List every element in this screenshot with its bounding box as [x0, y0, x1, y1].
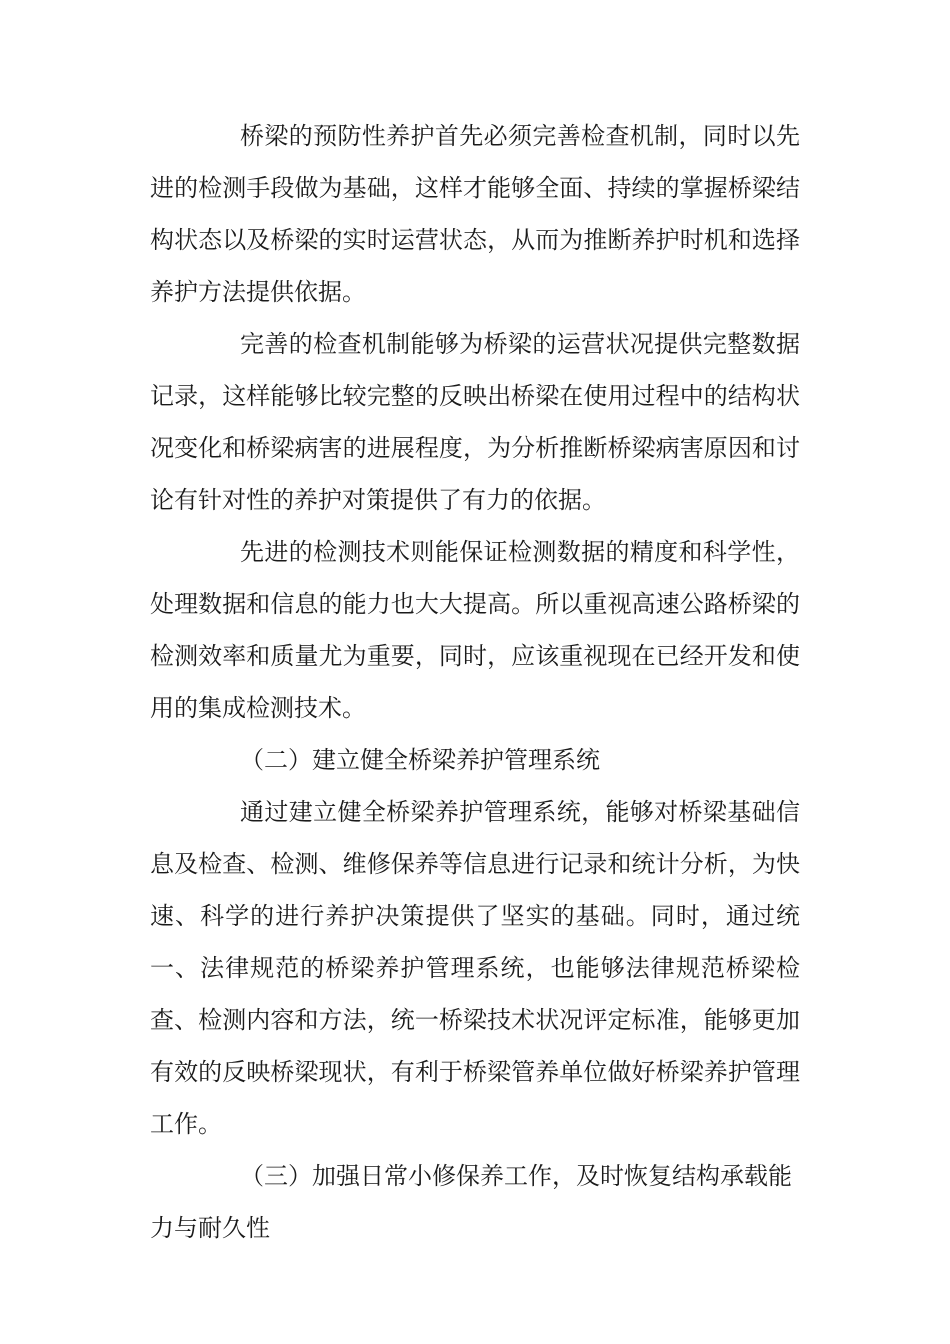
- paragraph-detection-technology: 先进的检测技术则能保证检测数据的精度和科学性，处理数据和信息的能力也大大提高。所以重视高速公路桥梁的检测效率和质量尤为重要，同时，应该重视现在已经开发和使用的集成检测技术。: [150, 538, 800, 722]
- section-3-heading: （三）加强日常小修保养工作，及时恢复结构承载能力与耐久性: [150, 1162, 792, 1242]
- paragraph-preventive-maintenance: 桥梁的预防性养护首先必须完善检查机制，同时以先进的检测手段做为基础，这样才能够全面、持续的掌握桥梁结构状态以及桥梁的实时运营状态，从而为推断养护时机和选择养护方法提供依据。: [150, 122, 800, 306]
- document-body: [150, 110, 800, 1254]
- section-2-heading: （二）建立健全桥梁养护管理系统: [240, 746, 600, 774]
- paragraph-inspection-mechanism: 完善的检查机制能够为桥梁的运营状况提供完整数据记录，这样能够比较完整的反映出桥梁在使用过程中的结构状况变化和桥梁病害的进展程度，为分析推断桥梁病害原因和讨论有针对性的养护对策提供了有力的依据。: [150, 330, 800, 514]
- paragraph-management-system: 通过建立健全桥梁养护管理系统，能够对桥梁基础信息及检查、检测、维修保养等信息进行记录和统计分析，为快速、科学的进行养护决策提供了坚实的基础。同时，通过统一、法律规范的桥梁养护管理系统，也能够法律规范桥梁检查、检测内容和方法，统一桥梁技术状况评定标准，能够更加有效的反映桥梁现状，有利于桥梁管养单位做好桥梁养护管理工作。: [150, 798, 800, 1138]
